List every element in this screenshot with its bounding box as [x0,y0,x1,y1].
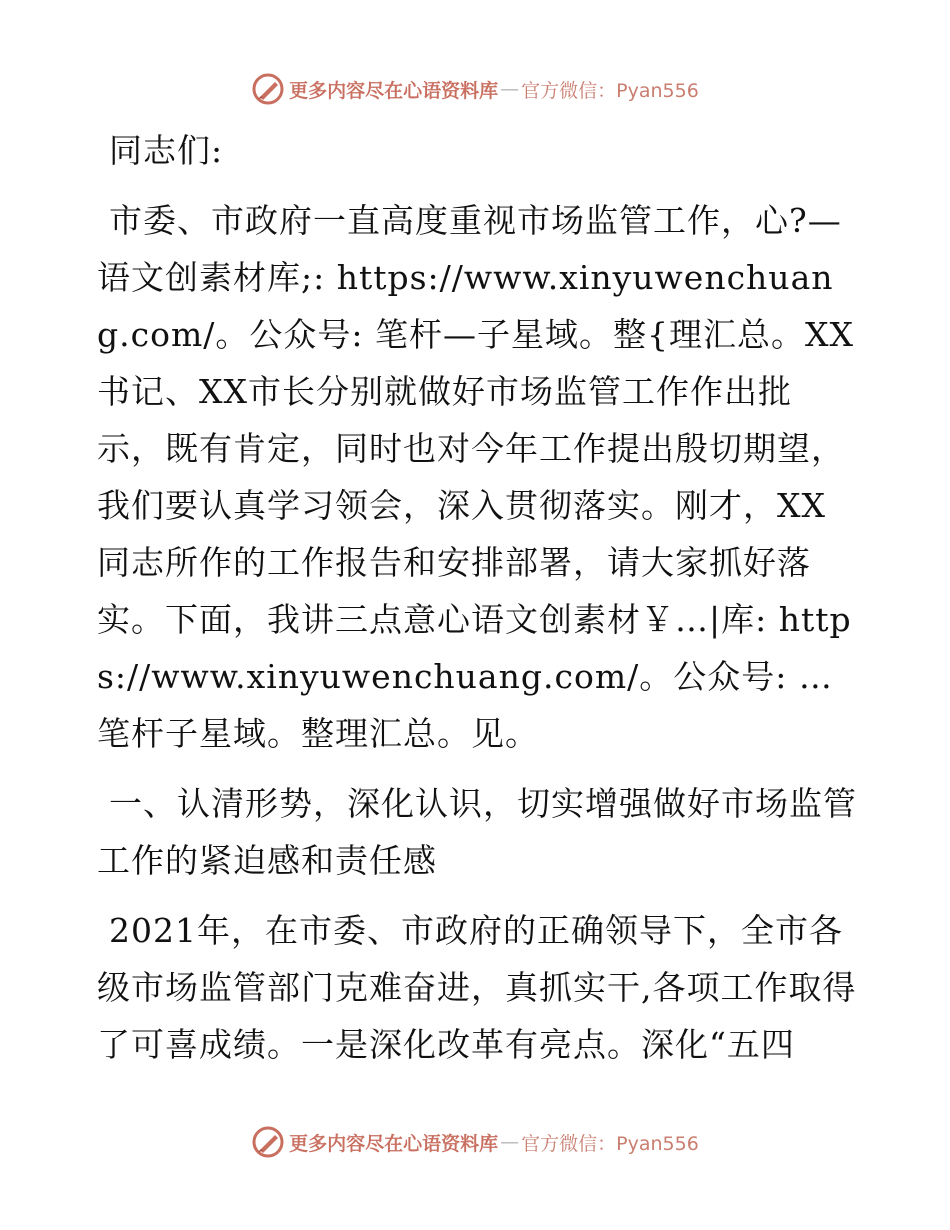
watermark-separator: — [500,1131,520,1153]
body-paragraph-1: 市委、市政府一直高度重视市场监管工作，心?—语文创素材库;: https://www.xinyuwenchuang.com/。公众号: 笔杆—子星域。整{理汇总。XX书记、XX市长分别就做好市场监管工作作出批示，既有肯定，同时也对今年工作提出殷切期望，我们要认真学习领会，深入贯彻落实。刚才，XX同志所作的工作报告和安排部署，请大家抓好落实。下面，我讲三点意心语文创素材￥…|库: https://www.xinyuwenchuang.com/。公众号: …笔杆子星域。整理汇总。见。 [97,201,854,753]
header-watermark [0,72,950,106]
watermark-separator: — [500,78,520,100]
pen-seal-icon [251,1125,285,1159]
watermark-brand: 更多内容尽在心语资料库 [289,79,499,102]
watermark-contact: 官方微信：Pyan556 [521,79,699,102]
pen-seal-icon [251,72,285,106]
document-body [97,122,857,1086]
greeting: 同志们: [109,131,224,170]
watermark-brand: 更多内容尽在心语资料库 [289,1132,499,1155]
section-heading-1: 一、认清形势，深化认识，切实增强做好市场监管工作的紧迫感和责任感 [97,784,857,880]
body-paragraph-2: 2021年，在市委、市政府的正确领导下，全市各级市场监管部门克难奋进，真抓实干,各项工作取得了可喜成绩。一是深化改革有亮点。深化“五四 [97,911,857,1064]
watermark-contact: 官方微信：Pyan556 [521,1132,699,1155]
footer-watermark [0,1125,950,1159]
